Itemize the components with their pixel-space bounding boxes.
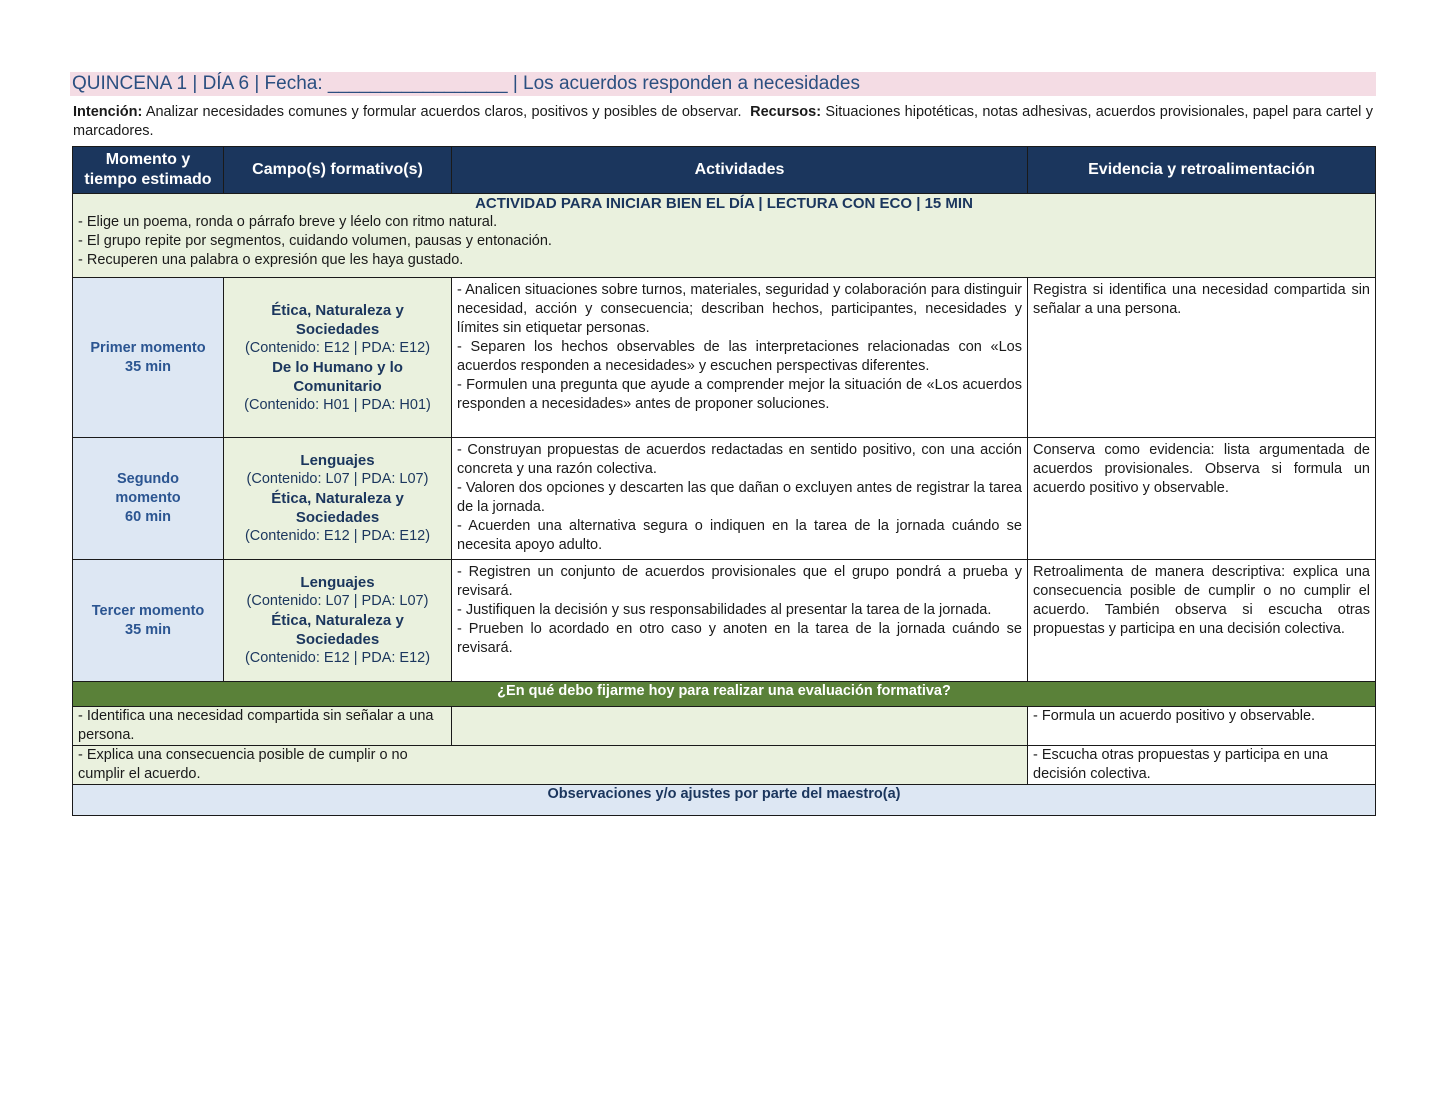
- intencion-label: Intención:: [73, 104, 143, 120]
- moment-cell: [73, 278, 224, 438]
- activity-item: - Valoren dos opciones y descarten las que dañan o excluyen antes de registrar la tarea de la jornada.: [457, 480, 1022, 515]
- moment-cell: [73, 560, 224, 682]
- start-activity-cell: [73, 194, 1376, 278]
- campo-name: De lo Humano y lo Comunitario: [272, 358, 403, 395]
- campo-name: Lenguajes: [300, 452, 375, 469]
- campo-name: Ética, Naturaleza y Sociedades: [271, 301, 404, 338]
- evaluation-item-text: - Formula un acuerdo positivo y observable.: [1033, 708, 1316, 724]
- activity-item: - Acuerden una alternativa segura o indiquen en la tarea de la jornada cuándo se necesita apoyo adulto.: [457, 518, 1022, 553]
- evaluation-header-row: [73, 682, 1376, 707]
- moment-time: 60 min: [125, 509, 171, 525]
- campo-cell: [224, 560, 452, 682]
- page-title: QUINCENA 1 | DÍA 6 | Fecha: _________________ | Los acuerdos responden a necesidades: [70, 72, 1376, 96]
- evaluation-item-text: - Explica una consecuencia posible de cumplir o no cumplir el acuerdo.: [78, 747, 408, 782]
- campo-cell: [224, 278, 452, 438]
- moment-cell: [73, 438, 224, 560]
- campo-name: Lenguajes: [300, 574, 375, 591]
- activities-cell: [452, 278, 1028, 438]
- moment-time: 35 min: [125, 621, 171, 638]
- table-header-row: [73, 147, 1376, 194]
- campo-content: (Contenido: E12 | PDA: E12): [244, 528, 431, 544]
- evidence-cell: [1028, 438, 1376, 560]
- evidence-text: Conserva como evidencia: lista argumentada de acuerdos provisionales. Observa si formula un acuerdo positivo y observable.: [1033, 442, 1370, 496]
- header-campo: Campo(s) formativo(s): [224, 147, 452, 194]
- evaluation-row: [73, 707, 1376, 746]
- evaluation-item-text: - Escucha otras propuestas y participa en una decisión colectiva.: [1033, 747, 1328, 782]
- evidence-cell: [1028, 278, 1376, 438]
- evaluation-item-text: - Identifica una necesidad compartida sin señalar a una persona.: [78, 708, 434, 743]
- evaluation-item: [73, 707, 452, 746]
- activity-item: - Separen los hechos observables de las interpretaciones relacionadas con «Los acuerdos responden a necesidades» y escuchen perspectivas diferentes.: [457, 339, 1022, 374]
- start-activity-line: - Recuperen una palabra o expresión que les haya gustado.: [78, 252, 464, 268]
- activity-item: - Prueben lo acordado en otro caso y anoten en la tarea de la jornada cuándo se revisará.: [457, 621, 1022, 656]
- recursos-text: Situaciones hipotéticas, notas adhesivas, acuerdos provisionales, papel para cartel y marcadores.: [73, 104, 1373, 139]
- activity-item: - Analicen situaciones sobre turnos, materiales, seguridad y colaboración para distinguir necesidad, acción y consecuencia; describan hechos, participantes, necesidades y límites sin etiquetar personas.: [457, 282, 1022, 336]
- activity-item: - Formulen una pregunta que ayude a comprender mejor la situación de «Los acuerdos responden a necesidades» antes de proponer soluciones.: [457, 377, 1022, 412]
- campo-content: (Contenido: H01 | PDA: H01): [244, 396, 431, 413]
- evaluation-item-spacer: [452, 746, 1028, 785]
- evaluation-title: ¿En qué debo fijarme hoy para realizar una evaluación formativa?: [73, 682, 1376, 707]
- moment-name: Primer momento: [90, 339, 206, 356]
- evaluation-item: [1028, 746, 1376, 785]
- recursos-label: Recursos:: [750, 104, 822, 120]
- campo-content: (Contenido: L07 | PDA: L07): [246, 471, 429, 487]
- evaluation-item-spacer: [452, 707, 1028, 746]
- header-actividades: Actividades: [452, 147, 1028, 194]
- campo-content: (Contenido: E12 | PDA: E12): [244, 339, 431, 356]
- header-momento: Momento y tiempo estimado: [73, 147, 224, 194]
- evaluation-item: [73, 746, 452, 785]
- campo-content: (Contenido: L07 | PDA: L07): [246, 593, 429, 609]
- evaluation-row: [73, 746, 1376, 785]
- activities-cell: [452, 560, 1028, 682]
- moment-row-2: [73, 438, 1376, 560]
- intro-paragraph: [73, 103, 1373, 141]
- start-activity-row: [73, 194, 1376, 278]
- campo-name: Ética, Naturaleza y Sociedades: [271, 612, 404, 648]
- activity-item: - Justifiquen la decisión y sus responsabilidades al presentar la tarea de la jornada.: [457, 602, 992, 618]
- observations-row: [73, 785, 1376, 816]
- start-activity-line: - Elige un poema, ronda o párrafo breve y léelo con ritmo natural.: [78, 214, 498, 230]
- campo-content: (Contenido: E12 | PDA: E12): [244, 650, 431, 666]
- campo-cell: [224, 438, 452, 560]
- campo-name: Ética, Naturaleza y Sociedades: [271, 490, 404, 526]
- evidence-text: Registra si identifica una necesidad compartida sin señalar a una persona.: [1033, 282, 1370, 317]
- activities-cell: [452, 438, 1028, 560]
- moment-name: Tercer momento: [91, 602, 205, 619]
- lesson-plan-table: [72, 146, 1376, 816]
- moment-name: Segundo momento: [115, 471, 181, 506]
- moment-row-3: [73, 560, 1376, 682]
- moment-row-1: [73, 278, 1376, 438]
- start-activity-line: - El grupo repite por segmentos, cuidando volumen, pausas y entonación.: [78, 233, 552, 249]
- start-activity-title: ACTIVIDAD PARA INICIAR BIEN EL DÍA | LECTURA CON ECO | 15 MIN: [475, 195, 973, 212]
- evidence-cell: [1028, 560, 1376, 682]
- moment-time: 35 min: [125, 358, 171, 375]
- evaluation-item: [1028, 707, 1376, 746]
- evidence-text: Retroalimenta de manera descriptiva: explica una consecuencia posible de cumplir o no cumplir el acuerdo. También observa si escucha otras propuestas y participa en una decisión colectiva.: [1033, 564, 1370, 637]
- intencion-text: Analizar necesidades comunes y formular acuerdos claros, positivos y posibles de observar.: [145, 104, 742, 120]
- activity-item: - Construyan propuestas de acuerdos redactadas en sentido positivo, con una acción concreta y una razón colectiva.: [457, 442, 1022, 477]
- header-evidencia: Evidencia y retroalimentación: [1028, 147, 1376, 194]
- observations-title: Observaciones y/o ajustes por parte del maestro(a): [73, 785, 1376, 816]
- activity-item: - Registren un conjunto de acuerdos provisionales que el grupo pondrá a prueba y revisará.: [457, 564, 1022, 599]
